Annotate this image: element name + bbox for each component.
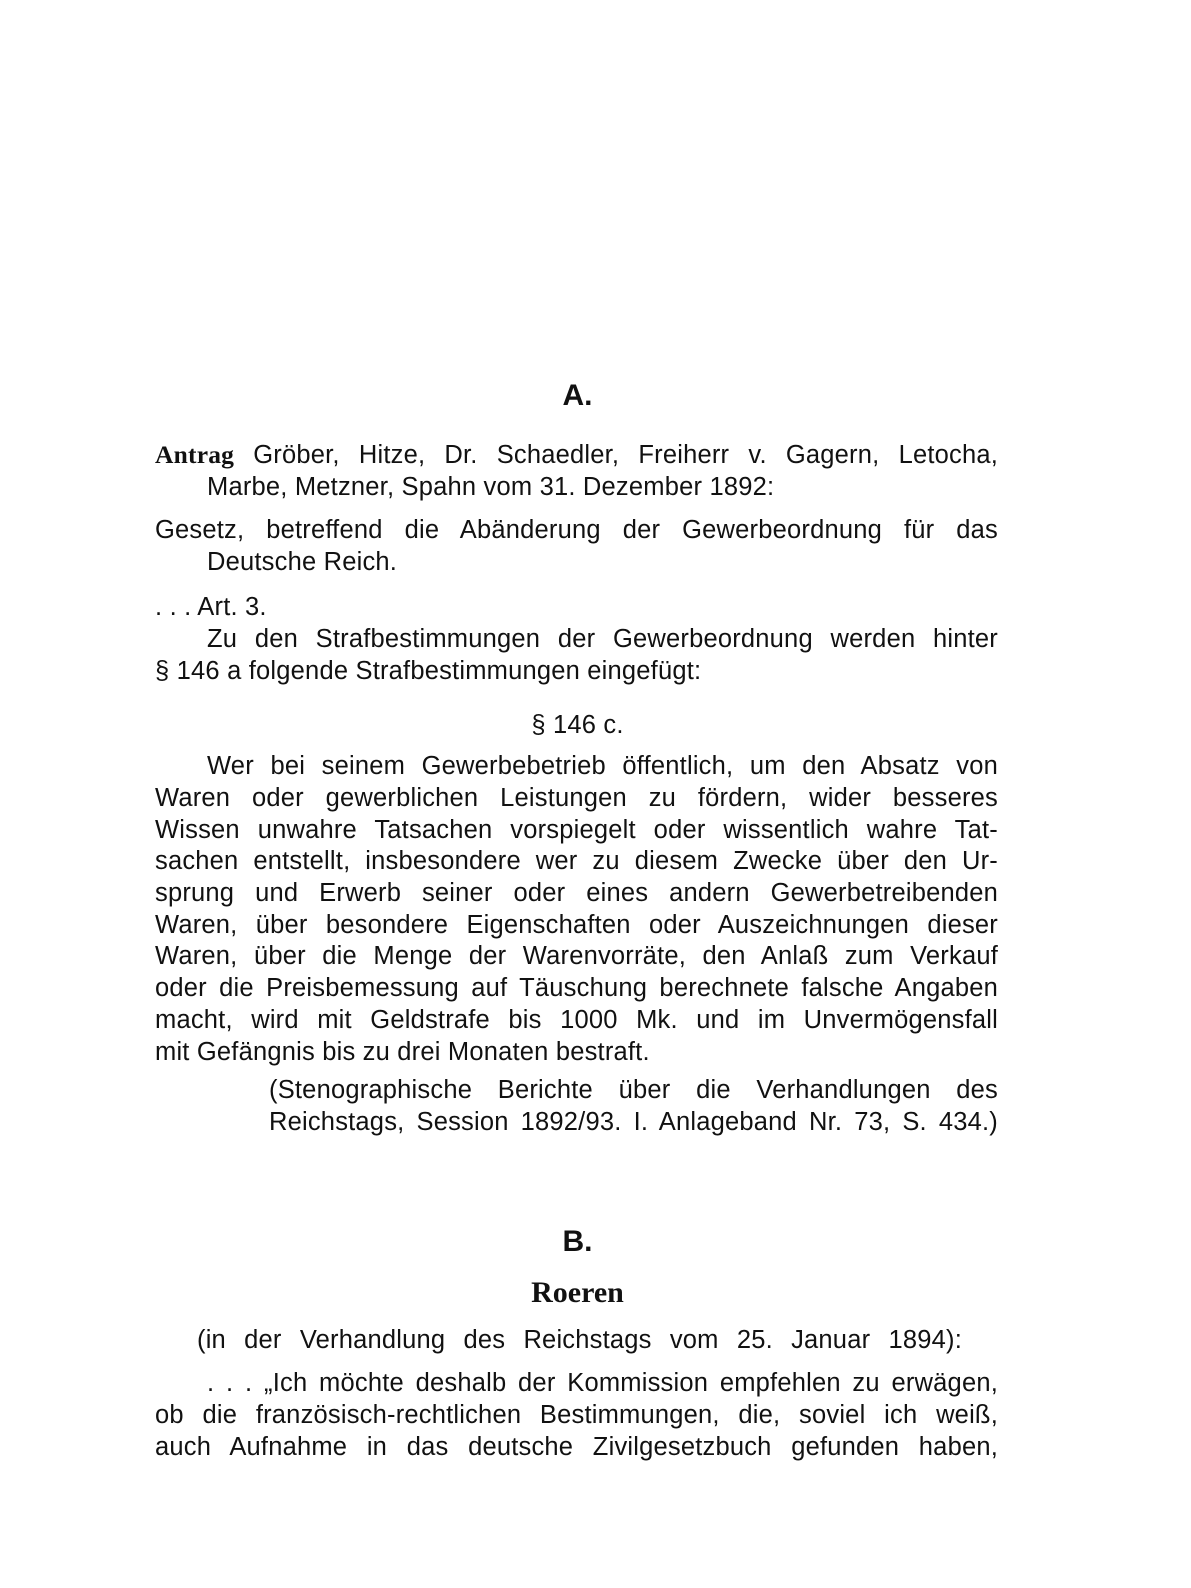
article-text-line-2: § 146 a folgende Strafbestimmungen eingefügt: [155, 657, 702, 685]
paragraph-line: Waren, über besondere Eigenschaften oder Auszeichnungen dieser [155, 911, 998, 939]
motion-intro-line-1 [155, 439, 998, 471]
article-label: . . . Art. 3. [155, 593, 267, 621]
speech-context: (in der Verhandlung des Reichstags vom 25. Januar 1894): [197, 1326, 962, 1354]
motion-intro-rest: Gröber, Hitze, Dr. Schaedler, Freiherr v. Gagern, Letocha, [234, 441, 998, 469]
motion-intro-line-2: Marbe, Metzner, Spahn vom 31. Dezember 1892: [207, 473, 775, 501]
source-citation-line-1: (Stenographische Berichte über die Verhandlungen des [269, 1076, 998, 1104]
section-b-heading: B. [562, 1225, 593, 1258]
quote-line: . . . „Ich möchte deshalb der Kommission empfehlen zu erwägen, [207, 1369, 998, 1397]
paragraph-line: macht, wird mit Geldstrafe bis 1000 Mk. und im Unvermögensfall [155, 1006, 998, 1034]
law-title-line-2: Deutsche Reich. [207, 548, 398, 576]
quote-line: auch Aufnahme in das deutsche Zivilgesetzbuch gefunden haben, [155, 1433, 998, 1461]
paragraph-line: Wissen unwahre Tatsachen vorspiegelt oder wissentlich wahre Tat- [155, 816, 998, 844]
paragraph-line: oder die Preisbemessung auf Täuschung berechnete falsche Angaben [155, 974, 998, 1002]
paragraph-line: Wer bei seinem Gewerbebetrieb öffentlich, um den Absatz von [207, 752, 998, 780]
paragraph-line: sachen entstellt, insbesondere wer zu diesem Zwecke über den Ur- [155, 847, 998, 875]
paragraph-label: § 146 c. [531, 711, 624, 739]
paragraph-line-last: mit Gefängnis bis zu drei Monaten bestraft. [155, 1038, 650, 1066]
source-citation-line-2: Reichstags, Session 1892/93. I. Anlageband Nr. 73, S. 434.) [269, 1108, 998, 1136]
paragraph-line: Waren oder gewerblichen Leistungen zu fördern, wider besseres [155, 784, 998, 812]
section-a-heading: A. [562, 379, 593, 412]
speaker-name: Roeren [531, 1276, 624, 1309]
article-text-line-1: Zu den Strafbestimmungen der Gewerbeordnung werden hinter [207, 625, 998, 653]
paragraph-line: sprung und Erwerb seiner oder eines andern Gewerbetreibenden [155, 879, 998, 907]
quote-line: ob die französisch-rechtlichen Bestimmungen, die, soviel ich weiß, [155, 1401, 998, 1429]
paragraph-line: Waren, über die Menge der Warenvorräte, den Anlaß zum Verkauf [155, 942, 998, 970]
law-title-line-1: Gesetz, betreffend die Abänderung der Gewerbeordnung für das [155, 516, 998, 544]
motion-intro-bold: Antrag [155, 440, 235, 469]
